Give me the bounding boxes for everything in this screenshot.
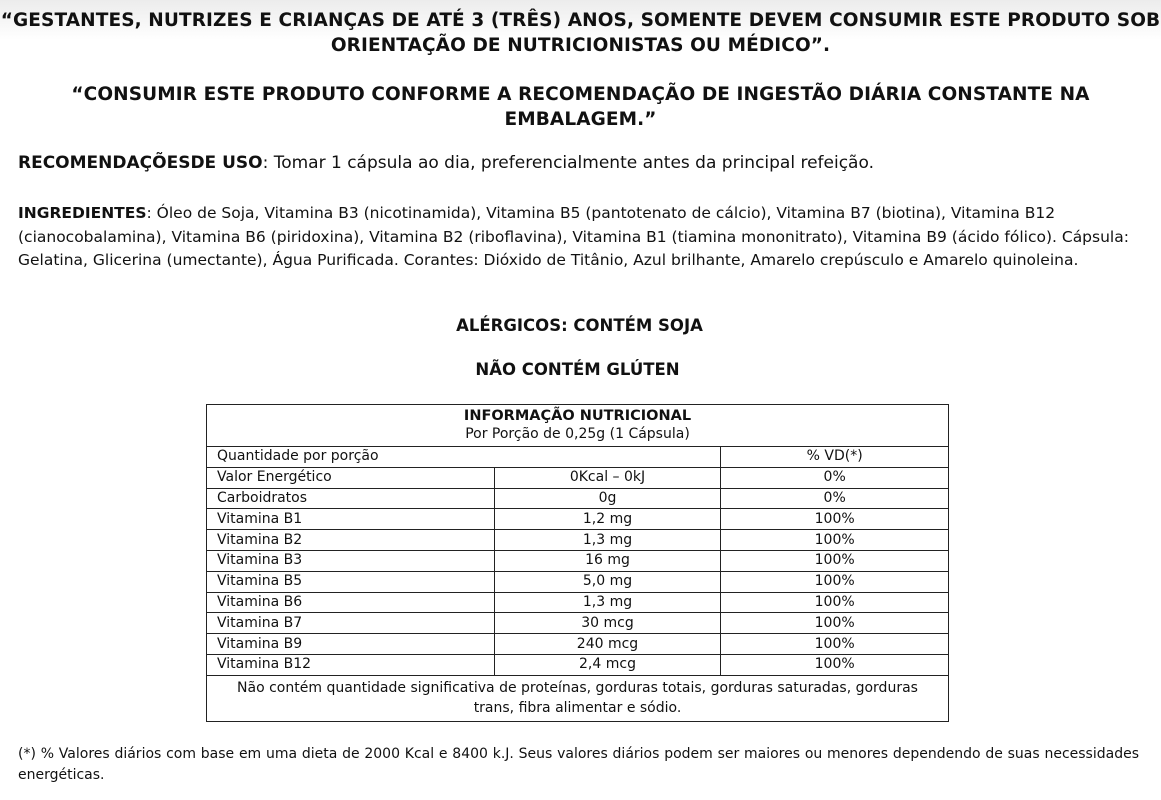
footnote: (*) % Valores diários com base em uma dieta de 2000 Kcal e 8400 k.J. Seus valores diários podem ser maiores ou menores dependendo de suas necessidades energéticas. <box>18 746 1139 783</box>
usage-label: RECOMENDAÇÕESDE USO <box>18 153 263 173</box>
nutrient-vd: 0% <box>721 488 949 509</box>
col-quantity-header: Quantidade por porção <box>207 447 721 468</box>
table-row <box>207 634 949 655</box>
nutrient-amount: 1,2 mg <box>494 509 721 530</box>
gluten-notice: NÃO CONTÉM GLÚTEN <box>475 360 680 379</box>
table-row <box>207 530 949 551</box>
nutrient-amount: 16 mg <box>494 550 721 571</box>
table-row <box>207 654 949 675</box>
col-vd-header: % VD(*) <box>721 447 949 468</box>
nutrition-header <box>207 405 949 447</box>
nutrient-amount: 30 mcg <box>494 613 721 634</box>
nutrient-amount: 1,3 mg <box>494 592 721 613</box>
table-row <box>207 550 949 571</box>
nutrient-amount: 1,3 mg <box>494 530 721 551</box>
nutrition-serving: Por Porção de 0,25g (1 Cápsula) <box>465 426 690 442</box>
nutrition-footer-row <box>207 675 949 721</box>
usage-text: : Tomar 1 cápsula ao dia, preferencialmente antes da principal refeição. <box>262 153 874 173</box>
nutrient-vd: 100% <box>721 634 949 655</box>
nutrient-vd: 100% <box>721 654 949 675</box>
nutrient-vd: 100% <box>721 571 949 592</box>
nutrient-vd: 0% <box>721 467 949 488</box>
nutrient-name: Vitamina B12 <box>207 654 495 675</box>
warning-pregnant: “GESTANTES, NUTRIZES E CRIANÇAS DE ATÉ 3 (TRÊS) ANOS, SOMENTE DEVEM CONSUMIR ESTE PRODUTO SOB ORIENTAÇÃO DE NUTRICIONISTAS OU MÉDICO”. <box>0 10 1161 56</box>
nutrient-vd: 100% <box>721 592 949 613</box>
table-row <box>207 467 949 488</box>
ingredients <box>18 202 1148 273</box>
nutrient-name: Vitamina B9 <box>207 634 495 655</box>
table-row <box>207 613 949 634</box>
warning-daily-intake: “CONSUMIR ESTE PRODUTO CONFORME A RECOMENDAÇÃO DE INGESTÃO DIÁRIA CONSTANTE NA EMBALAGEM.” <box>71 84 1090 130</box>
nutrient-amount: 0Kcal – 0kJ <box>494 467 721 488</box>
nutrition-table <box>206 404 949 722</box>
nutrition-title: INFORMAÇÃO NUTRICIONAL <box>463 408 692 424</box>
nutrient-name: Carboidratos <box>207 488 495 509</box>
nutrient-vd: 100% <box>721 509 949 530</box>
ingredients-label: INGREDIENTES <box>18 204 147 222</box>
nutrient-vd: 100% <box>721 613 949 634</box>
nutrient-vd: 100% <box>721 530 949 551</box>
table-row <box>207 509 949 530</box>
nutrient-vd: 100% <box>721 550 949 571</box>
ingredients-text: : Óleo de Soja, Vitamina B3 (nicotinamida), Vitamina B5 (pantotenato de cálcio), Vitamina B7 (biotina), Vitamina B12 (cianocobalamina), Vitamina B6 (piridoxina), Vitamina B2 (riboflavina), Vitamina B1 (tiamina mononitrato), Vitamina B9 (ácido fólico). Cápsula: Gelatina, Glicerina (umectante), Água Purificada. Corantes: Dióxido de Titânio, Azul brilhante, Amarelo crepúsculo e Amarelo quinoleina. <box>18 204 1129 269</box>
nutrition-column-header <box>207 447 949 468</box>
nutrient-amount: 2,4 mcg <box>494 654 721 675</box>
table-row <box>207 488 949 509</box>
nutrient-amount: 0g <box>494 488 721 509</box>
nutrient-name: Vitamina B7 <box>207 613 495 634</box>
nutrient-name: Vitamina B3 <box>207 550 495 571</box>
nutrient-name: Vitamina B1 <box>207 509 495 530</box>
nutrient-name: Vitamina B6 <box>207 592 495 613</box>
table-row <box>207 592 949 613</box>
nutrient-amount: 5,0 mg <box>494 571 721 592</box>
table-row <box>207 571 949 592</box>
nutrient-name: Valor Energético <box>207 467 495 488</box>
allergens-notice: ALÉRGICOS: CONTÉM SOJA <box>456 316 703 335</box>
nutrient-amount: 240 mcg <box>494 634 721 655</box>
usage-recommendation <box>18 152 1148 175</box>
nutrition-footer: Não contém quantidade significativa de proteínas, gorduras totais, gorduras saturadas, gorduras trans, fibra alimentar e sódio. <box>207 675 949 721</box>
nutrient-name: Vitamina B5 <box>207 571 495 592</box>
nutrient-name: Vitamina B2 <box>207 530 495 551</box>
